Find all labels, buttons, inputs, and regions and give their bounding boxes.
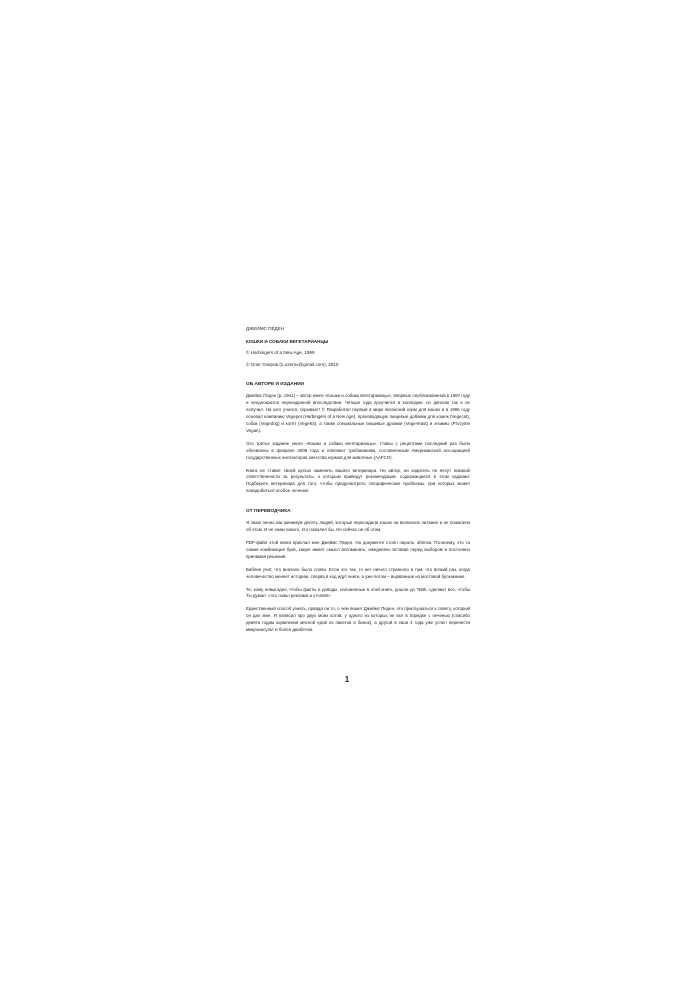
book-title: КОШКИ И СОБАКИ ВЕГЕТАРИАНЦЫ (246, 338, 329, 344)
about-paragraph: Книга не ставит своей целью заменить вашего ветеринара. Ни автор, ни издатель не несут никакой ответственности за результаты, к которым приведут рекомендации, содержащиеся в этом издании. Подберите ветеринара для того, чтобы предусмотреть специфические проблемы, при которых может понадобиться особое лечение. (246, 467, 470, 494)
translator-paragraph: PDF-файл этой книги прислал мне Джеймс Педен. На документе стоял пароль: ahimsa. По-моему, это та самая комбинация букв, какую имеет смысл вспоминать, ежедневно вставая перед выбором и постоянно принимая решения. (246, 539, 470, 559)
page-number: 1 (344, 675, 350, 684)
copyright-publisher: © Harbingers of a New Age, 1999 (246, 350, 315, 356)
document-page (246, 326, 470, 640)
translator-paragraph: Те, кому невыгодно, чтобы факты и доводы, изложенные в этой книге, дошли до TeBk, сделают все, чтобы Ты думал: «это ложь! реклама и утопия!» (246, 586, 470, 599)
translator-paragraph: Библия учит, что вначале было слово. Если это так, то нет ничего странного в том, что всякий раз, когда человечество меняет историю, сперва в ход идут книги, а уже потом – вырванные из мостовой булыжники. (246, 566, 470, 579)
book-author: ДЖЕЙМС ПЕДЕН (246, 326, 284, 331)
section-heading-translator: ОТ ПЕРЕВОДЧИКА (246, 509, 291, 515)
about-paragraph: Это третье издание книги «Кошки и собаки вегетарианцы». Главы с рецептами последний раз были обновлены в феврале 2008 года и отвечают требованиям, составленным Американской ассоциацией государственных инспекторов качества кормов для животных (AAFCO). (246, 440, 470, 460)
copyright-translator: © Олег Озеров (o.ozerov@gmail.com), 2010 (246, 361, 339, 367)
translator-paragraph: Единственный способ узнать, правда ли то, о чем пишет Джеймс Педен, это прислушаться к совету, который он дал мне. Я написал про двух моих котов, у одного из которых не все в порядке с печенью (спасибо девяти годам кормления мясной едой из пакетов и банок), а другой в свои 4 года уже успел перенести микроинсульт и болен диабетом. (246, 606, 470, 633)
about-paragraph: Джеймс Педен (р. 1941) – автор книги «Кошки и собаки вегетарианцы», впервые опубликованной в 1987 году и неоднократно переизданной впоследствии. Четыре года проучился в колледже, но диплом так и не получил. На кого учился, скрывает! © Разработал первый в мире веганский корм для кошек и в 1986 году основал компанию Vegepet (Harbingers of a New Age), производящую пищевые добавки для кошек (Vegecat), собак (Vegedog) и котят (VegeKit), а также специальные пищевые дрожжи (VegeYeast) и энзимы (Prozyme Vegan). (246, 393, 470, 433)
translator-paragraph: Я знаю лично как минимум десять людей, которые пересадили кошек на веганское питание и не пожалели об этом. И не знаю никого, кто пожалел бы. Но сейчас не об этом. (246, 520, 470, 533)
section-heading-about: ОБ АВТОРЕ И ИЗДАНИИ (246, 382, 305, 388)
